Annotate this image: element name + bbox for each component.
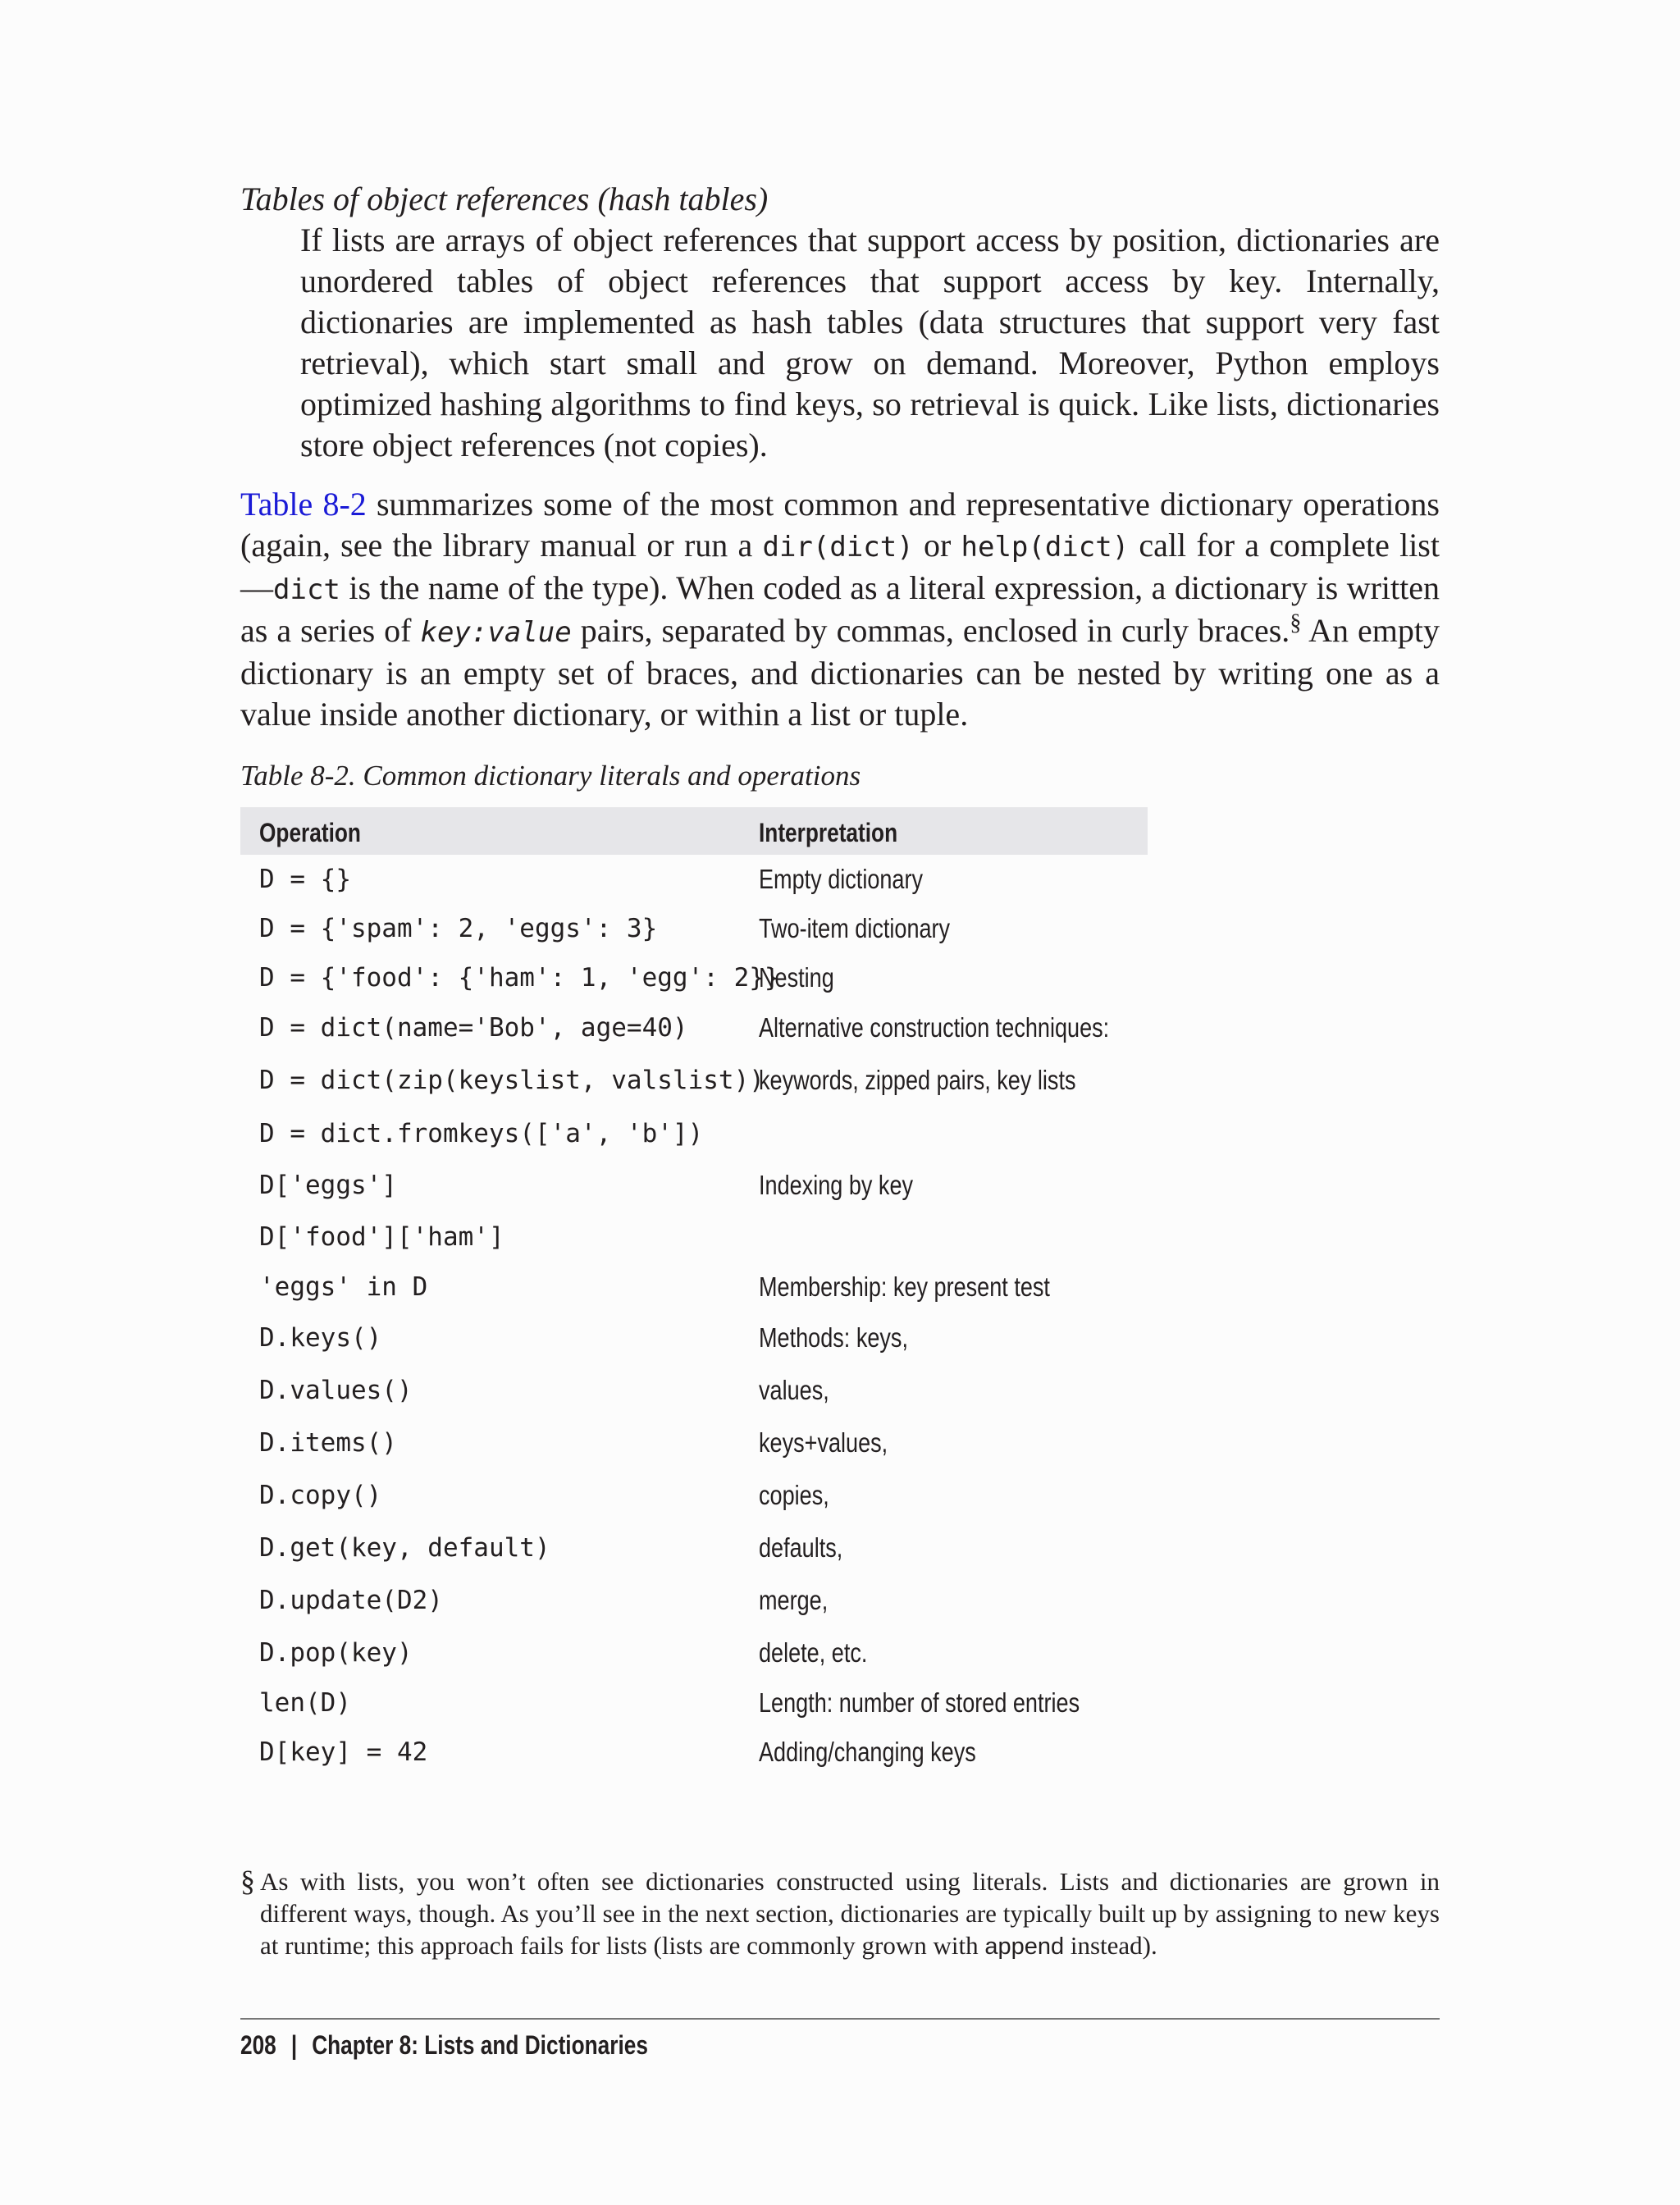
column-header-interpretation: Interpretation — [759, 818, 898, 847]
operation-cell: D = {'food': {'ham': 1, 'egg': 2}} — [259, 963, 780, 993]
inline-code: help(dict) — [961, 531, 1130, 564]
inline-code: dict — [273, 573, 340, 606]
operation-cell: D.items() — [259, 1428, 397, 1458]
footnote-text-part: As with lists, you won’t often see dictionaries constructed using literals. Lists and dictionaries are grown in different ways, though. As you’ll see in the next section, dictionaries are typically built up by assigning to new keys at runtime; this approach fails for lists (lists are commonly grown with — [260, 1867, 1440, 1960]
interpretation-cell: keywords, zipped pairs, key lists — [759, 1065, 1076, 1095]
operation-cell: D['food']['ham'] — [259, 1221, 504, 1252]
table-caption: Table 8-2. Common dictionary literals and operations — [240, 760, 861, 792]
table-row — [240, 904, 1148, 953]
table-body — [240, 855, 1148, 1777]
table-row — [240, 1417, 1148, 1469]
interpretation-cell: merge, — [759, 1585, 829, 1615]
interpretation-cell: Empty dictionary — [759, 864, 924, 894]
operation-cell: D.values() — [259, 1376, 413, 1405]
operation-cell: D = dict(zip(keyslist, valslist)) — [259, 1066, 765, 1095]
footnote-mark: § — [240, 1865, 255, 1897]
interpretation-cell: Length: number of stored entries — [759, 1687, 1080, 1718]
interpretation-cell: Two-item dictionary — [759, 913, 951, 943]
operation-cell: D[key] = 42 — [259, 1737, 428, 1767]
footer-separator: | — [290, 2030, 298, 2060]
operation-cell: D.pop(key) — [259, 1637, 413, 1668]
term-title: Tables of object references (hash tables) — [240, 180, 769, 217]
footnote-reference[interactable]: § — [1290, 610, 1302, 636]
table-row — [240, 1364, 1148, 1417]
interpretation-cell: Adding/changing keys — [759, 1737, 976, 1767]
interpretation-cell: Alternative construction techniques: — [759, 1012, 1110, 1043]
table-row — [240, 1728, 1148, 1777]
table-row — [240, 953, 1148, 1002]
operation-cell: D.keys() — [259, 1323, 382, 1353]
paragraph-text: summarizes some of the most common and representative dictionary operations (again, see the library manual or run a — [240, 486, 1440, 564]
operation-cell: D.update(D2) — [259, 1586, 443, 1615]
interpretation-cell: delete, etc. — [759, 1637, 868, 1668]
operation-cell: D = {} — [259, 865, 351, 894]
inline-code: append — [984, 1933, 1065, 1960]
interpretation-cell: Methods: keys, — [759, 1322, 908, 1353]
table-row — [240, 1211, 1148, 1262]
interpretation-cell: Membership: key present test — [759, 1271, 1050, 1302]
operations-table — [240, 807, 1148, 1777]
operation-cell: D.get(key, default) — [259, 1533, 550, 1563]
operation-cell: D.copy() — [259, 1481, 382, 1510]
inline-code: dir(dict) — [762, 531, 914, 564]
operation-cell: 'eggs' in D — [259, 1272, 428, 1302]
table-row — [240, 1627, 1148, 1678]
interpretation-cell: keys+values, — [759, 1427, 888, 1458]
operation-cell: D = dict(name='Bob', age=40) — [259, 1013, 688, 1043]
table-cross-reference-link[interactable]: Table 8-2 — [240, 486, 367, 523]
table-row — [240, 1522, 1148, 1574]
table-row — [240, 1469, 1148, 1522]
table-row — [240, 1107, 1148, 1159]
paragraph-text: or — [913, 527, 961, 564]
body-paragraph — [240, 484, 1440, 735]
operation-cell: len(D) — [259, 1688, 351, 1718]
table-header — [240, 807, 1148, 855]
paragraph-text: An empty dictionary is an empty set of braces, and dictionaries can be nested by writing one as a value inside another dictionary, or within a list or tuple. — [240, 612, 1440, 733]
table-row — [240, 1312, 1148, 1364]
interpretation-cell: defaults, — [759, 1532, 843, 1563]
table-row — [240, 1159, 1148, 1211]
interpretation-cell: values, — [759, 1375, 829, 1405]
inline-code-italic: key:value — [420, 616, 572, 649]
operation-cell: D = {'spam': 2, 'eggs': 3} — [259, 914, 658, 943]
paragraph-text: pairs, separated by commas, enclosed in curly braces. — [571, 612, 1290, 649]
chapter-title: Chapter 8: Lists and Dictionaries — [312, 2030, 648, 2060]
operation-cell: D = dict.fromkeys(['a', 'b']) — [259, 1118, 704, 1148]
interpretation-cell: Indexing by key — [759, 1169, 914, 1200]
footer-divider — [240, 2018, 1440, 2020]
table-row — [240, 1053, 1148, 1107]
table-row — [240, 1002, 1148, 1053]
table-row — [240, 855, 1148, 904]
paragraph-text: is the name of the type). When coded as a literal expression, a dictionary is written as a series of — [240, 569, 1440, 649]
table-row — [240, 1678, 1148, 1728]
paragraph-text: call for a complete list— — [240, 527, 1440, 606]
footnote-text-part: instead). — [1064, 1931, 1157, 1960]
table-row — [240, 1262, 1148, 1312]
operation-cell: D['eggs'] — [259, 1170, 397, 1200]
page-number: 208 — [240, 2030, 276, 2060]
footnote — [240, 1865, 1440, 1963]
column-header-operation: Operation — [259, 818, 361, 847]
footnote-text — [260, 1865, 1440, 1963]
interpretation-cell: copies, — [759, 1480, 829, 1510]
interpretation-cell: Nesting — [759, 962, 834, 993]
term-definition: If lists are arrays of object references that support access by position, dictionaries are unordered tables of object references that support access by key. Internally, dictionaries are implemented as hash tables (data structures that support very fast retrieval), which start small and grow on demand. Moreover, Python employs optimized hashing algorithms to find keys, so retrieval is quick. Like lists, dictionaries store object references (not copies). — [300, 221, 1440, 463]
page-footer — [240, 2030, 648, 2061]
table-row — [240, 1574, 1148, 1627]
